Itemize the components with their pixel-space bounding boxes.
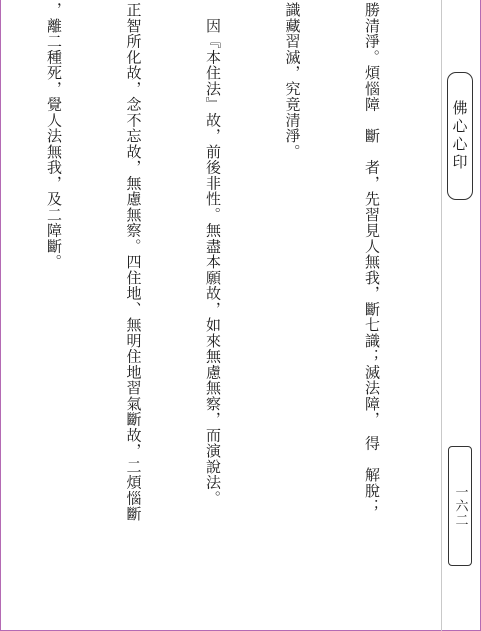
page-number: 一六二	[452, 485, 468, 527]
text-column: 識藏習滅，究竟清淨。	[283, 2, 302, 160]
margin-divider	[441, 0, 442, 631]
text-column: 勝清淨。煩惱障 斷 者，先習見人無我，斷七識；滅法障， 得 解脫；	[363, 2, 381, 515]
page-number-label	[448, 446, 472, 566]
text-column: 因『本住法』故，前後非性。無盡本願故，如來無慮無察，而演說法。	[204, 2, 222, 506]
book-title-label	[447, 72, 473, 200]
text-column: 正智所化故，念不忘故，無慮無察。四住地、無明住地習氣斷故，二煩惱斷	[124, 2, 143, 522]
text-column: ，離二種死，覺人法無我，及二障斷。	[45, 2, 63, 270]
book-title: 佛心心印	[450, 100, 469, 172]
sutra-text	[4, 2, 438, 622]
